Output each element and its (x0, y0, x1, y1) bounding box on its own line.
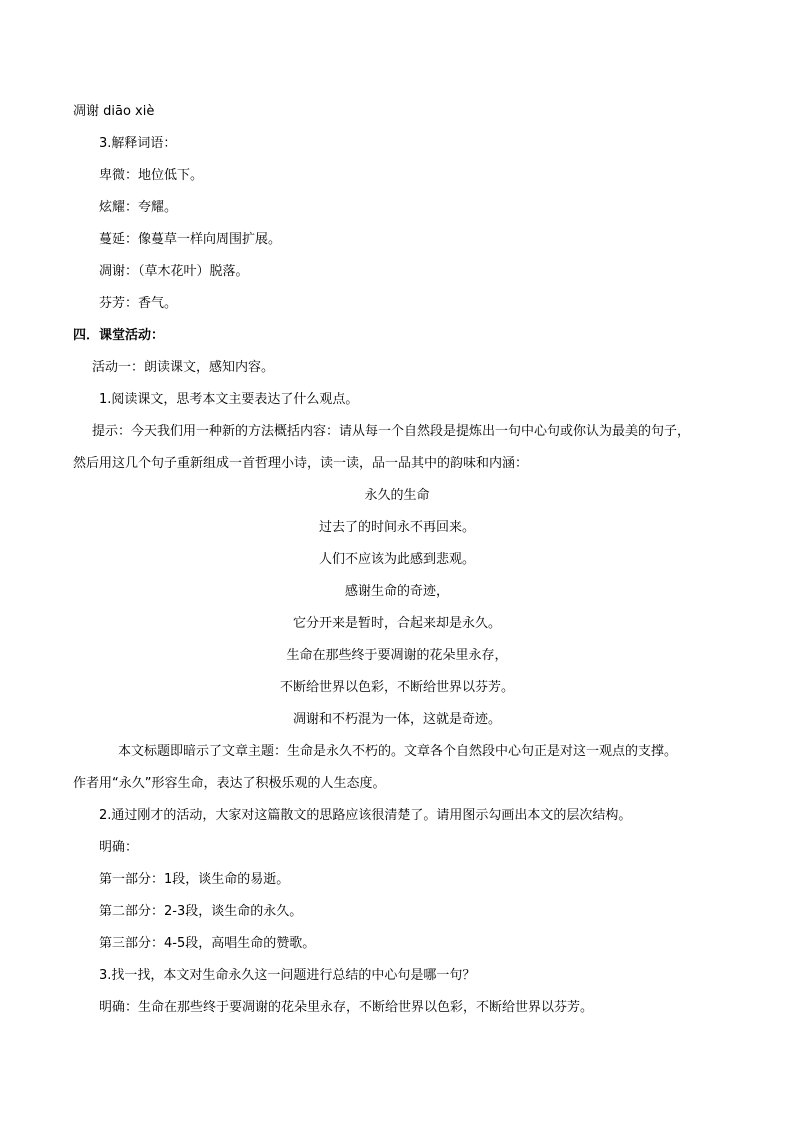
hint-text: 提示：今天我们用一种新的方法概括内容：请从每一个自然段是提炼出一句中心句或你认为最美的句子， (92, 424, 691, 439)
analysis-text: 本文标题即暗示了文章主题：生命是永久不朽的。文章各个自然段中心句正是对这一观点的支撑。 (118, 744, 678, 759)
question-text: 3.找一找，本文对生命永久这一问题进行总结的中心句是哪一句？ (99, 968, 476, 983)
analysis-text-continued: 作者用“永久”形容生命，表达了积极乐观的人生态度。 (73, 776, 386, 791)
vocab-item: 蔓延：像蔓草一样向周围扩展。 (99, 232, 282, 247)
structure-item: 第二部分：2-3段，谈生命的永久。 (99, 904, 303, 919)
poem-line: 生命在那些终于要凋谢的花朵里永存， (286, 648, 508, 663)
section-heading-classroom-activity: 四．课堂活动： (73, 328, 165, 343)
poem-line: 凋谢和不朽混为一体，这就是奇迹。 (292, 712, 501, 727)
answer-text: 明确：生命在那些终于要凋谢的花朵里永存，不断给世界以色彩，不断给世界以芬芳。 (99, 1000, 594, 1015)
pinyin-line: 凋谢 diāo xiè (73, 104, 155, 119)
vocab-item: 炫耀：夸耀。 (99, 200, 178, 215)
poem-line: 过去了的时间永不再回来。 (318, 520, 475, 535)
question-text: 2.通过刚才的活动，大家对这篇散文的思路应该很清楚了。请用图示勾画出本文的层次结构。 (99, 808, 632, 823)
structure-item: 第三部分：4-5段，高唱生命的赞歌。 (99, 936, 316, 951)
section-heading-vocabulary: 3.解释词语： (99, 136, 177, 151)
question-text: 1.阅读课文，思考本文主要表达了什么观点。 (99, 392, 359, 407)
poem-line: 不断给世界以色彩，不断给世界以芬芳。 (279, 680, 514, 695)
hint-text-continued: 然后用这几个句子重新组成一首哲理小诗，读一读，品一品其中的韵味和内涵： (73, 456, 529, 471)
poem-line: 人们不应该为此感到悲观。 (318, 552, 475, 567)
answer-label: 明确： (99, 840, 139, 855)
vocab-item: 芬芳：香气。 (99, 296, 178, 311)
poem-title: 永久的生命 (364, 488, 430, 503)
vocab-item: 凋谢：（草木花叶）脱落。 (99, 264, 249, 279)
poem-line: 感谢生命的奇迹， (344, 584, 449, 599)
poem-line: 它分开来是暂时，合起来却是永久。 (292, 616, 501, 631)
structure-item: 第一部分：1段，谈生命的易逝。 (99, 872, 290, 887)
vocab-item: 卑微：地位低下。 (99, 168, 204, 183)
activity-title: 活动一：朗读课文，感知内容。 (92, 360, 275, 375)
